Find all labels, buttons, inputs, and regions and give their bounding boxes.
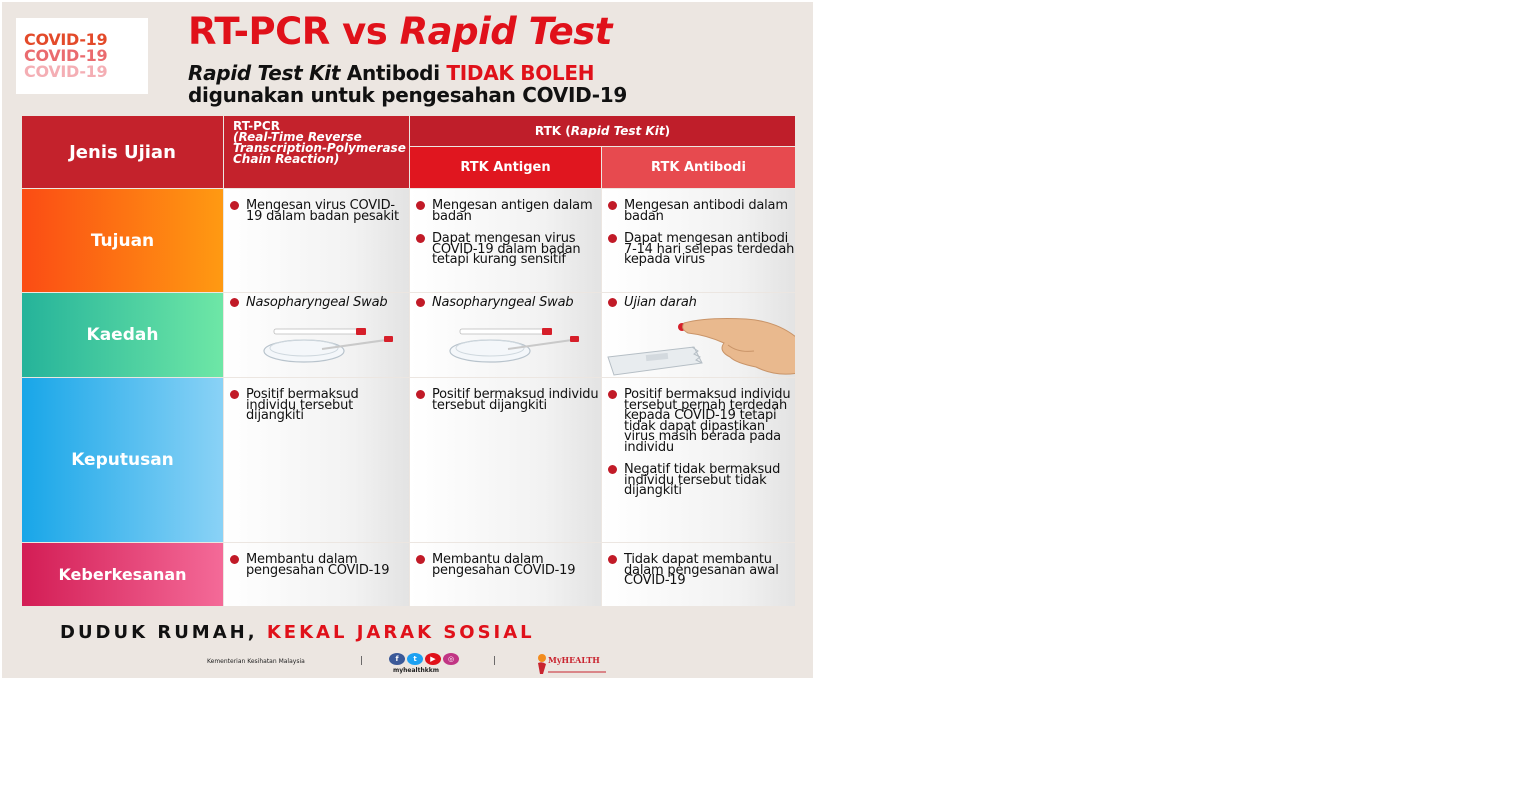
cell-keputusan-antibodi — [602, 378, 795, 542]
title-part-2: Rapid Test — [399, 10, 612, 53]
header-rtk — [410, 116, 795, 146]
bullet-item: Dapat mengesan antibodi 7-14 hari selepas terdedah kepada virus — [602, 234, 795, 266]
footer-social-handle: myhealthkkm — [393, 667, 439, 674]
subtitle-line-1 — [188, 61, 594, 85]
footer-ministry-name: Kementerian Kesihatan Malaysia — [207, 658, 305, 665]
row-label-keputusan: Keputusan — [22, 378, 223, 542]
youtube-icon[interactable]: ▶ — [425, 653, 441, 665]
cell-tujuan-rtpcr — [224, 189, 409, 292]
subtitle-normal: Antibodi — [340, 61, 447, 85]
myhealth-logo-text: MyHEALTH — [548, 655, 600, 665]
header-rtpcr-desc: (Real-Time Reverse Transcription-Polymerase Chain Reaction) — [233, 130, 406, 166]
twitter-icon[interactable]: t — [407, 653, 423, 665]
header-rtpcr-title: RT-PCR — [233, 119, 280, 133]
slogan-part-2: KEKAL JARAK SOSIAL — [266, 622, 535, 643]
bullet-item: Mengesan antigen dalam badan — [410, 201, 601, 222]
bullet-item: Nasopharyngeal Swab — [224, 298, 409, 309]
header-jenis-ujian: Jenis Ujian — [22, 116, 223, 188]
header-rtk-suffix: ) — [664, 124, 671, 138]
row-label-tujuan: Tujuan — [22, 189, 223, 292]
cell-tujuan-antigen — [410, 189, 601, 292]
covid19-logo — [16, 18, 148, 94]
subtitle-italic: Rapid Test Kit — [188, 61, 341, 85]
bullet-item: Positif bermaksud individu tersebut pernah terdedah kepada COVID-19 tetapi tidak dapat dipastikan virus masih berada pada individu — [602, 390, 795, 453]
footer-separator: | — [493, 656, 497, 666]
bullet-item: Ujian darah — [602, 298, 795, 309]
social-icons — [389, 653, 459, 665]
bullet-item: Positif bermaksud individu tersebut dijangkiti — [410, 390, 601, 411]
title-part-1: RT-PCR vs — [188, 10, 400, 53]
logo-line-2: COVID-19 — [24, 46, 108, 65]
logo-line-1: COVID-19 — [24, 30, 108, 49]
cell-kaedah-antigen — [410, 293, 601, 377]
bullet-item: Dapat mengesan virus COVID-19 dalam badan tetapi kurang sensitif — [410, 234, 601, 266]
row-label-kaedah: Kaedah — [22, 293, 223, 377]
bullet-item: Membantu dalam pengesahan COVID-19 — [410, 555, 601, 576]
slogan — [60, 622, 535, 643]
comparison-table — [22, 116, 795, 606]
cell-keberkesanan-rtpcr — [224, 543, 409, 606]
facebook-icon[interactable]: f — [389, 653, 405, 665]
swab-dish-illustration — [262, 323, 402, 367]
swab-dish-illustration — [448, 323, 588, 367]
cell-keberkesanan-antigen — [410, 543, 601, 606]
header-rtk-antigen: RTK Antigen — [410, 147, 601, 188]
bullet-item: Negatif tidak bermaksud individu tersebut tidak dijangkiti — [602, 465, 795, 497]
cell-kaedah-rtpcr — [224, 293, 409, 377]
bullet-item: Nasopharyngeal Swab — [410, 298, 601, 309]
subtitle-warning: TIDAK BOLEH — [446, 61, 595, 85]
cell-keputusan-rtpcr — [224, 378, 409, 542]
cell-tujuan-antibodi — [602, 189, 795, 292]
bullet-item: Positif bermaksud individu tersebut dijangkiti — [224, 390, 409, 422]
bullet-item: Mengesan antibodi dalam badan — [602, 201, 795, 222]
bullet-item: Mengesan virus COVID-19 dalam badan pesakit — [224, 201, 409, 222]
header-rtpcr — [224, 116, 409, 188]
slogan-part-1: DUDUK RUMAH, — [60, 622, 267, 643]
footer-separator: | — [360, 656, 364, 666]
header-rtk-antibodi: RTK Antibodi — [602, 147, 795, 188]
subtitle-line-2: digunakan untuk pengesahan COVID-19 — [188, 83, 628, 107]
page-title — [188, 10, 612, 53]
logo-line-3: COVID-19 — [24, 62, 108, 81]
cell-keputusan-antigen — [410, 378, 601, 542]
header-rtk-prefix: RTK ( — [534, 124, 571, 138]
bullet-item: Tidak dapat membantu dalam pengesanan awal COVID-19 — [602, 555, 795, 587]
instagram-icon[interactable]: ◎ — [443, 653, 459, 665]
finger-blood-test-illustration — [606, 313, 795, 377]
cell-keberkesanan-antibodi — [602, 543, 795, 606]
infographic-poster — [2, 2, 813, 678]
bullet-item: Membantu dalam pengesahan COVID-19 — [224, 555, 409, 576]
row-label-keberkesanan: Keberkesanan — [22, 543, 223, 606]
cell-kaedah-antibodi — [602, 293, 795, 377]
header-rtk-italic: Rapid Test Kit — [570, 124, 665, 138]
